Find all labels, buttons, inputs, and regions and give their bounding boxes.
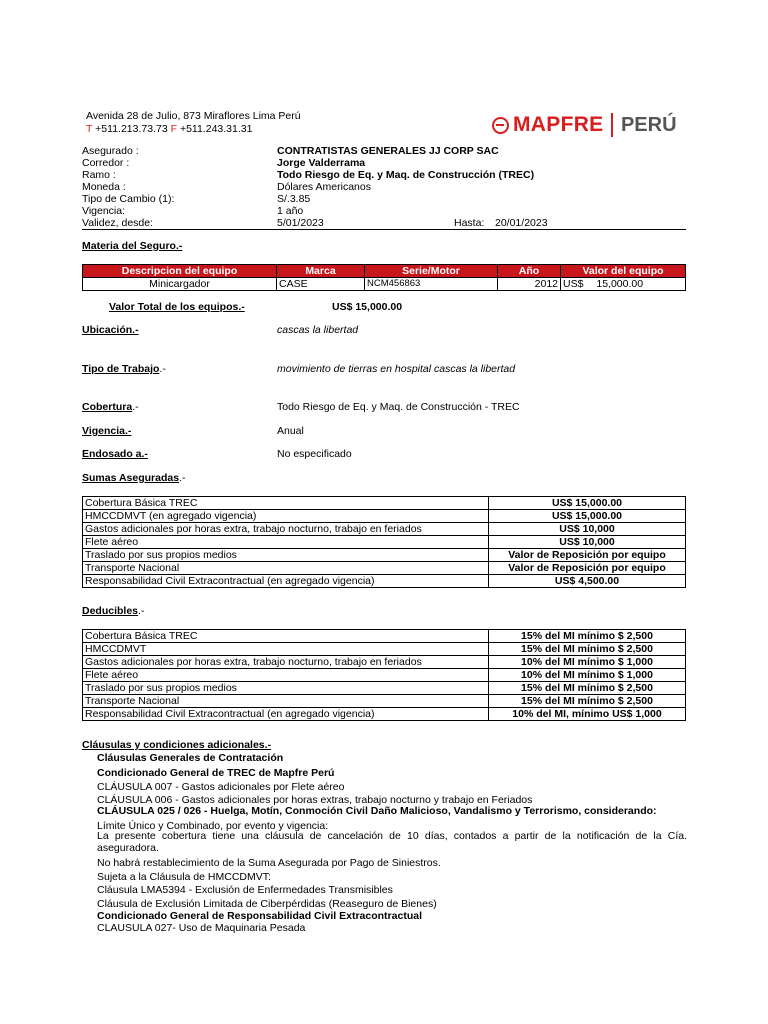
phone-number: +511.213.73.73 — [95, 123, 168, 135]
desde-value: 5/01/2023 — [277, 217, 324, 229]
ramo-row — [82, 169, 686, 181]
asegurado-row — [82, 145, 686, 157]
clausula-line: No habrá restablecimiento de la Suma Asegurada por Pago de Siniestros. — [97, 857, 441, 869]
col-descripcion: Descripcion del equipo — [83, 265, 277, 278]
endosado-value: No especificado — [277, 448, 352, 460]
equipment-descripcion: Minicargador — [83, 278, 277, 291]
equipment-table — [82, 264, 686, 291]
clausula-line: CLAUSULA 027- Uso de Maquinaria Pesada — [97, 922, 306, 934]
clausula-line: Cláusula de Exclusión Limitada de Ciberpérdidas (Reaseguro de Bienes) — [97, 898, 437, 910]
cobertura-label: Cobertura — [82, 401, 133, 413]
tipo-trabajo-label: Tipo de Trabajo — [82, 363, 160, 375]
clausula-line: CLÁUSULA 006 - Gastos adicionales por horas extras, trabajo nocturno y trabajo en Feriados — [97, 794, 533, 806]
sumas-heading — [82, 472, 186, 484]
clausula-line: Sujeta a la Cláusula de HMCCDMVT: — [97, 871, 271, 883]
clausula-line: La presente cobertura tiene una cláusula de cancelación de 10 días, contados a partir de la notificación de la Cía. aseguradora. — [97, 830, 687, 854]
sumas-label: Traslado por sus propios medios — [83, 549, 489, 562]
table-row — [83, 497, 686, 510]
logo-country: PERÚ — [620, 113, 677, 136]
deducible-label: Flete aéreo — [83, 669, 489, 682]
col-valor: Valor del equipo — [561, 265, 686, 278]
logo-divider — [611, 113, 613, 137]
col-marca: Marca — [277, 265, 365, 278]
col-serie: Serie/Motor — [365, 265, 498, 278]
deducible-label: Transporte Nacional — [83, 695, 489, 708]
table-row — [83, 630, 686, 643]
deducibles-title: Deducibles — [82, 605, 139, 617]
clausula-line: Cláusulas Generales de Contratación — [97, 752, 284, 764]
sumas-suffix: .- — [179, 472, 186, 484]
deducible-label: Cobertura Básica TREC — [83, 630, 489, 643]
table-row — [83, 656, 686, 669]
tipo-trabajo-suffix: .- — [159, 363, 166, 375]
mapfre-emblem-icon — [492, 117, 509, 134]
table-row — [83, 643, 686, 656]
moneda-label: Moneda : — [82, 181, 126, 193]
deducibles-suffix: .- — [138, 605, 145, 617]
moneda-row — [82, 181, 686, 193]
deducible-value: 10% del MI, mínimo US$ 1,000 — [489, 708, 686, 721]
table-row — [83, 682, 686, 695]
sumas-value: Valor de Reposición por equipo — [489, 562, 686, 575]
deducible-label: HMCCDMVT — [83, 643, 489, 656]
clausula-line: Límite Único y Combinado, por evento y vigencia: — [97, 820, 329, 832]
vigencia-label: Vigencia: — [82, 205, 126, 217]
moneda-value: Dólares Americanos — [277, 181, 371, 193]
ubicacion-label: Ubicación.- — [82, 324, 139, 336]
sumas-value: US$ 15,000.00 — [489, 497, 686, 510]
deducible-label: Gastos adicionales por horas extra, trabajo nocturno, trabajo en feriados — [83, 656, 489, 669]
equipment-header-row — [83, 265, 686, 278]
logo-brand: MAPFRE — [513, 113, 604, 136]
clausula-line: CLÁUSULA 025 / 026 - Huelga, Motín, Conmoción Civil Daño Malicioso, Vandalismo y Terrorismo, considerando: — [97, 805, 657, 817]
equipment-marca: CASE — [277, 278, 365, 291]
sumas-value: US$ 10,000 — [489, 536, 686, 549]
deducible-label: Responsabilidad Civil Extracontractual (en agregado vigencia) — [83, 708, 489, 721]
table-row — [83, 695, 686, 708]
contact-line — [86, 123, 252, 135]
ramo-value: Todo Riesgo de Eq. y Maq. de Construcción (TREC) — [277, 169, 535, 181]
equipment-valor-amount: 15,000.00 — [596, 278, 644, 290]
sumas-label: Responsabilidad Civil Extracontractual (en agregado vigencia) — [83, 575, 489, 588]
corredor-row — [82, 157, 686, 169]
table-row — [83, 510, 686, 523]
tipo-trabajo-heading — [82, 363, 166, 375]
table-row — [83, 549, 686, 562]
cobertura-suffix: .- — [132, 401, 139, 413]
sumas-label: Gastos adicionales por horas extra, trabajo nocturno, trabajo en feriados — [83, 523, 489, 536]
corredor-label: Corredor : — [82, 157, 130, 169]
sumas-label: Flete aéreo — [83, 536, 489, 549]
vigencia-section-value: Anual — [277, 425, 304, 437]
phone-prefix: T — [86, 123, 93, 135]
deducibles-heading — [82, 605, 144, 617]
table-row — [83, 575, 686, 588]
mapfre-logo — [492, 110, 677, 140]
asegurado-label: Asegurado : — [82, 145, 139, 157]
clausula-line: Cláusula LMA5394 - Exclusión de Enfermedades Transmisibles — [97, 884, 393, 896]
clausula-line: CLÁUSULA 007 - Gastos adicionales por Flete aéreo — [97, 781, 345, 793]
table-row — [83, 536, 686, 549]
sumas-label: HMCCDMVT (en agregado vigencia) — [83, 510, 489, 523]
corredor-value: Jorge Valderrama — [277, 157, 366, 169]
tipo-trabajo-value: movimiento de tierras en hospital cascas la libertad — [277, 363, 516, 375]
table-row — [83, 523, 686, 536]
sumas-title: Sumas Aseguradas — [82, 472, 180, 484]
valor-total-label: Valor Total de los equipos.- — [109, 301, 245, 313]
table-row — [83, 278, 686, 291]
cobertura-value: Todo Riesgo de Eq. y Maq. de Construcción - TREC — [277, 401, 520, 413]
equipment-anio: 2012 — [498, 278, 561, 291]
table-row — [83, 669, 686, 682]
table-row — [83, 562, 686, 575]
clausulas-title: Cláusulas y condiciones adicionales.- — [82, 739, 272, 751]
info-divider — [82, 229, 686, 230]
endosado-label: Endosado a.- — [82, 448, 148, 460]
cambio-value: S/.3.85 — [277, 193, 311, 205]
deducible-value: 15% del MI mínimo $ 2,500 — [489, 630, 686, 643]
table-row — [83, 708, 686, 721]
clausula-line: Condicionado General de TREC de Mapfre Perú — [97, 767, 335, 779]
cambio-row — [82, 193, 686, 205]
vigencia-value: 1 año — [277, 205, 304, 217]
equipment-moneda: US$ — [563, 278, 584, 290]
deducible-value: 10% del MI mínimo $ 1,000 — [489, 669, 686, 682]
equipment-valor — [561, 278, 686, 291]
asegurado-value: CONTRATISTAS GENERALES JJ CORP SAC — [277, 145, 499, 157]
cobertura-heading — [82, 401, 139, 413]
validez-row — [82, 217, 686, 229]
deducible-value: 15% del MI mínimo $ 2,500 — [489, 695, 686, 708]
sumas-label: Transporte Nacional — [83, 562, 489, 575]
valor-total-value: US$ 15,000.00 — [332, 301, 403, 313]
deducible-value: 15% del MI mínimo $ 2,500 — [489, 643, 686, 656]
deducibles-table — [82, 629, 686, 721]
vigencia-row — [82, 205, 686, 217]
hasta-value: 20/01/2023 — [495, 217, 548, 229]
sumas-value: US$ 10,000 — [489, 523, 686, 536]
sumas-value: Valor de Reposición por equipo — [489, 549, 686, 562]
equipment-serie: NCM456863 — [365, 278, 498, 291]
cambio-label: Tipo de Cambio (1): — [82, 193, 175, 205]
fax-number: +511.243.31.31 — [179, 123, 253, 135]
ramo-label: Ramo : — [82, 169, 116, 181]
deducible-label: Traslado por sus propios medios — [83, 682, 489, 695]
hasta-label: Hasta: — [454, 217, 485, 229]
vigencia-section-label: Vigencia.- — [82, 425, 132, 437]
ubicacion-value: cascas la libertad — [277, 324, 359, 336]
sumas-table — [82, 496, 686, 588]
deducible-value: 15% del MI mínimo $ 2,500 — [489, 682, 686, 695]
sumas-value: US$ 4,500.00 — [489, 575, 686, 588]
validez-label: Validez, desde: — [82, 217, 154, 229]
deducible-value: 10% del MI mínimo $ 1,000 — [489, 656, 686, 669]
col-anio: Año — [498, 265, 561, 278]
clausula-line: Condicionado General de Responsabilidad Civil Extracontractual — [97, 910, 422, 922]
fax-prefix: F — [170, 123, 178, 135]
materia-title: Materia del Seguro.- — [82, 240, 183, 252]
sumas-value: US$ 15,000.00 — [489, 510, 686, 523]
sumas-label: Cobertura Básica TREC — [83, 497, 489, 510]
address: Avenida 28 de Julio, 873 Miraflores Lima Perú — [86, 110, 301, 122]
